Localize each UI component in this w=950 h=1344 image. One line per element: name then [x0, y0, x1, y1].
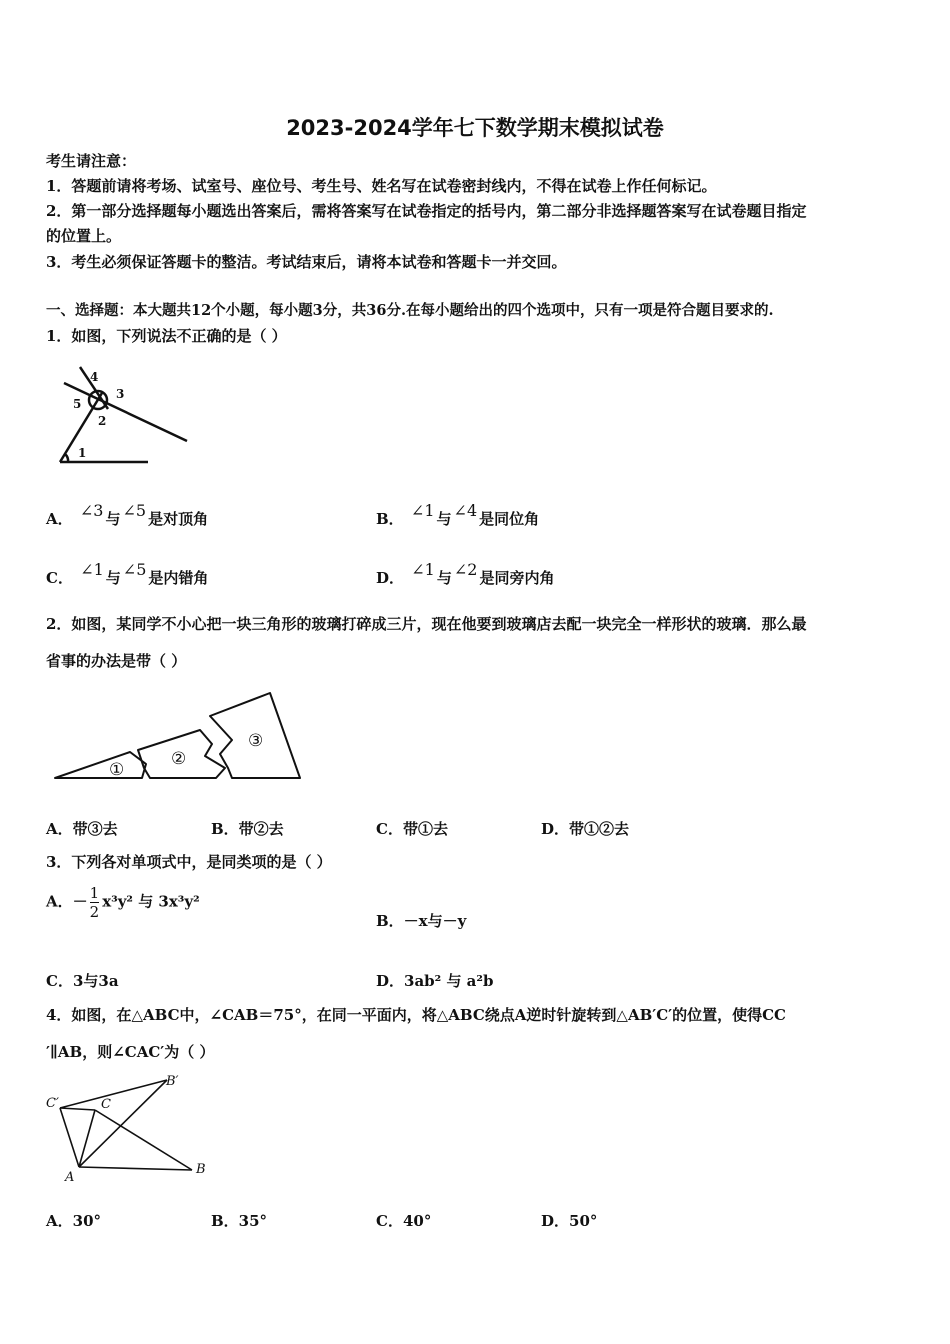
q3-option-b[interactable]: B．－x与－y	[376, 912, 467, 930]
q2-option-b[interactable]: B．带②去	[211, 820, 284, 838]
option-letter: D．	[376, 569, 405, 587]
q1-label-3: 3	[116, 387, 125, 401]
q2-label-2: ②	[171, 749, 187, 769]
glass-piece-1	[55, 752, 146, 778]
notice-item: 1．答题前请将考场、试室号、座位号、考生号、姓名写在试卷密封线内，不得在试卷上作任何标记。	[46, 177, 717, 195]
segment-CC-prime	[60, 1108, 95, 1110]
notice-heading: 考生请注意：	[46, 152, 137, 170]
section-heading: 一、选择题：本大题共12个小题，每小题3分，共36分.在每小题给出的四个选项中，只有一项是符合题目要求的.	[46, 302, 774, 319]
q4-label-c: C	[101, 1097, 111, 1112]
question-3-stem: 3．下列各对单项式中，是同类项的是（ ）	[46, 853, 332, 871]
q1-figure	[52, 365, 197, 470]
option-text: x³y² 与 3x³y²	[102, 892, 200, 911]
q1-label-4: 4	[90, 370, 99, 384]
q4-label-b: B	[196, 1162, 206, 1177]
angle-symbol: ∠4	[453, 501, 478, 520]
q1-label-2: 2	[98, 414, 107, 428]
q4-option-d[interactable]: D．50°	[541, 1212, 598, 1230]
angle-symbol: ∠1	[411, 560, 435, 579]
option-text: 是同位角	[479, 510, 540, 528]
question-4-stem: 4．如图，在△ABC中，∠CAB＝75°，在同一平面内，将△ABC绕点A逆时针旋转到△AB′C′的位置，使得CC	[46, 1006, 786, 1024]
notice-item: 2．第一部分选择题每小题选出答案后，需将答案写在试卷指定的括号内，第二部分非选择题答案写在试卷题目指定	[46, 202, 807, 220]
option-letter: A．	[46, 510, 73, 528]
option-letter: C．	[46, 569, 73, 587]
angle-symbol: ∠5	[122, 560, 147, 579]
segment-AB	[79, 1167, 192, 1170]
q1-option-a[interactable]	[46, 501, 209, 529]
angle-symbol: ∠3	[79, 501, 104, 520]
q4-option-c[interactable]: C．40°	[376, 1212, 432, 1230]
q2-option-a[interactable]: A．带③去	[46, 820, 118, 838]
q1-label-5: 5	[73, 397, 82, 411]
question-1-stem: 1．如图，下列说法不正确的是（ ）	[46, 327, 287, 345]
segment-AB-prime	[79, 1080, 167, 1167]
fraction-denominator: 2	[89, 903, 100, 921]
q2-figure	[52, 688, 307, 784]
segment-C-prime-B-prime	[60, 1080, 167, 1108]
q4-label-b-prime: B′	[166, 1074, 179, 1089]
option-text: 是对顶角	[148, 510, 209, 528]
q3-option-a[interactable]	[46, 884, 200, 921]
page-title: 2023-2024学年七下数学期末模拟试卷	[286, 116, 664, 140]
option-connector: 与	[105, 569, 121, 587]
q2-label-3: ③	[248, 731, 264, 751]
angle-symbol: ∠5	[122, 501, 147, 520]
q3-option-c[interactable]: C．3与3a	[46, 972, 119, 990]
q1-option-d[interactable]	[376, 560, 555, 588]
option-letter: B．	[376, 510, 404, 528]
q3-option-d[interactable]: D．3ab² 与 a²b	[376, 972, 494, 990]
q1-option-c[interactable]	[46, 560, 209, 588]
q1-option-b[interactable]	[376, 501, 540, 529]
q2-label-1: ①	[109, 760, 125, 780]
notice-item: 3．考生必须保证答题卡的整洁。考试结束后，请将本试卷和答题卡一并交回。	[46, 253, 567, 271]
fraction	[90, 884, 100, 921]
question-2-stem: 2．如图，某同学不小心把一块三角形的玻璃打碎成三片，现在他要到玻璃店去配一块完全一样形状的玻璃．那么最	[46, 615, 807, 633]
option-connector: 与	[105, 510, 121, 528]
q1-transversal-line	[64, 383, 187, 441]
q4-figure	[42, 1070, 214, 1185]
q4-option-a[interactable]: A．30°	[46, 1212, 102, 1230]
q4-option-b[interactable]: B．35°	[211, 1212, 268, 1230]
option-connector: 与	[436, 510, 452, 528]
q4-label-a: A	[65, 1170, 75, 1185]
segment-AC-prime	[60, 1108, 79, 1167]
option-connector: 与	[436, 569, 452, 587]
segment-CB	[95, 1110, 192, 1170]
angle-symbol: ∠1	[410, 501, 435, 520]
q4-label-c-prime: C′	[46, 1096, 59, 1111]
angle-symbol: ∠2	[453, 560, 478, 579]
q2-option-d[interactable]: D．带①②去	[541, 820, 630, 838]
question-2-stem: 省事的办法是带（ ）	[46, 652, 187, 670]
angle-symbol: ∠1	[80, 560, 104, 579]
notice-item: 的位置上。	[46, 227, 122, 245]
q1-label-1: 1	[78, 446, 87, 460]
option-letter: A．－	[46, 892, 88, 911]
fraction-numerator: 1	[89, 884, 100, 902]
option-text: 是同旁内角	[479, 569, 555, 587]
question-4-stem: ′∥AB，则∠CAC′为（ ）	[46, 1043, 215, 1061]
option-text: 是内错角	[148, 569, 209, 587]
q2-option-c[interactable]: C．带①去	[376, 820, 448, 838]
